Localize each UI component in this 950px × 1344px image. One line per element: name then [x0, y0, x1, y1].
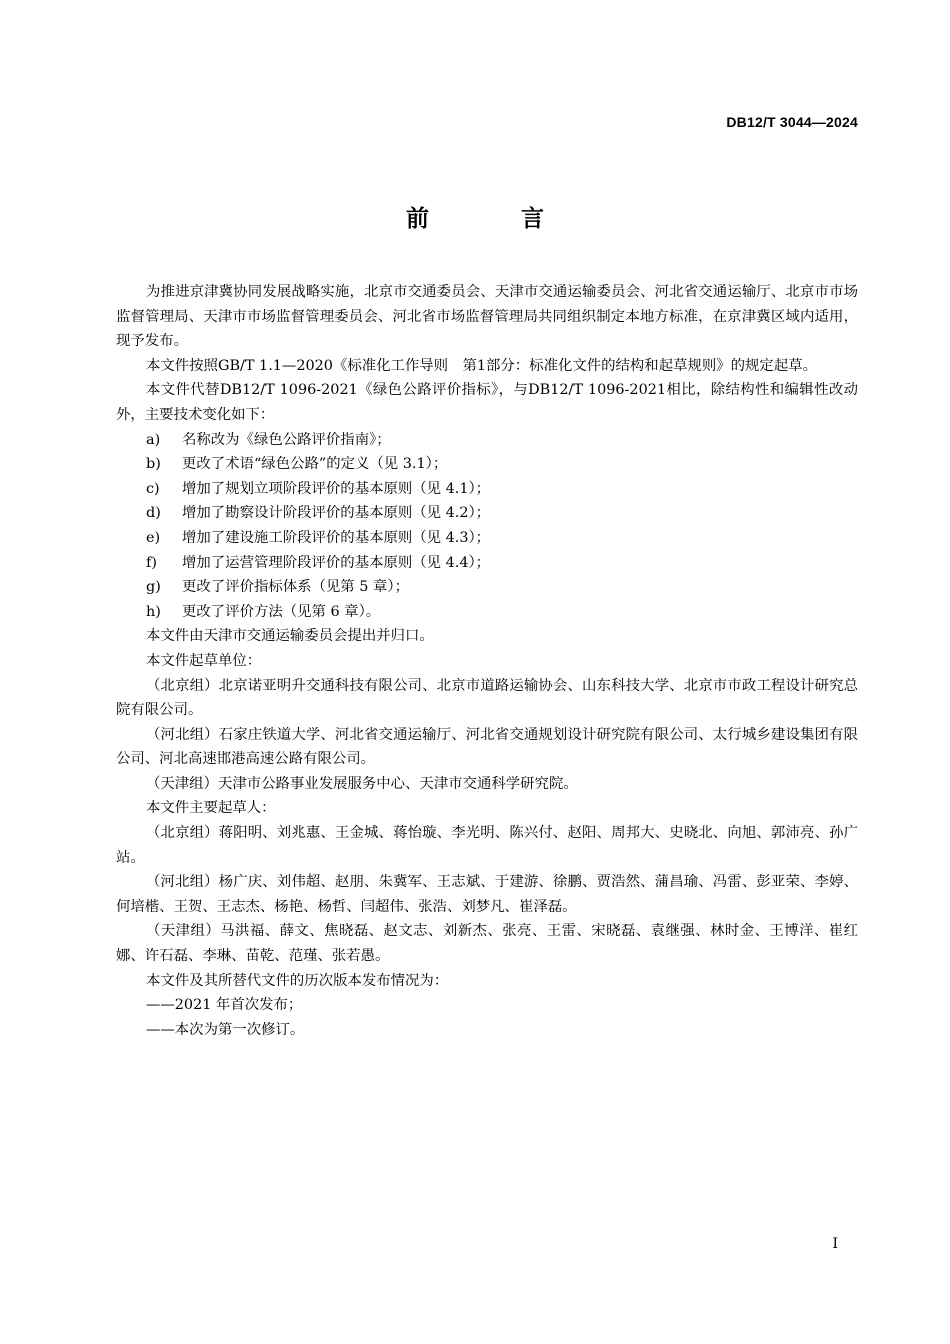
paragraph-units-beijing: （北京组）北京诺亚明升交通科技有限公司、北京市道路运输协会、山东科技大学、北京市市政工程设计研究总院有限公司。 — [116, 677, 858, 719]
paragraph-units-heading: 本文件起草单位： — [146, 652, 262, 669]
paragraph-history-current: ——本次为第一次修订。 — [146, 1021, 305, 1038]
list-text: 增加了运营管理阶段评价的基本原则（见 4.4）； — [182, 554, 491, 571]
paragraph-drafters-hebei: （河北组）杨广庆、刘伟超、赵朋、朱冀军、王志斌、于建游、徐鹏、贾浩然、蒲昌瑜、冯雷、彭亚荣、李婷、何培楷、王贺、王志杰、杨艳、杨哲、闫超伟、张浩、刘梦凡、崔泽磊。 — [116, 874, 858, 915]
paragraph-units-hebei: （河北组）石家庄铁道大学、河北省交通运输厅、河北省交通规划设计研究院有限公司、太行城乡建设集团有限公司、河北高速邯港高速公路有限公司。 — [116, 726, 858, 768]
list-marker: h) — [146, 603, 161, 620]
paragraph-proposer: 本文件由天津市交通运输委员会提出并归口。 — [146, 628, 434, 645]
foreword-body — [116, 280, 858, 1042]
paragraph-history-heading: 本文件及其所替代文件的历次版本发布情况为： — [146, 972, 449, 989]
paragraph-drafters-heading: 本文件主要起草人： — [146, 800, 276, 817]
list-text: 增加了勘察设计阶段评价的基本原则（见 4.2）； — [182, 505, 491, 522]
list-text: 更改了评价指标体系（见第 5 章）； — [182, 579, 409, 596]
change-item-f — [116, 551, 858, 576]
change-item-g — [116, 575, 858, 600]
list-text: 增加了建设施工阶段评价的基本原则（见 4.3）； — [182, 529, 491, 546]
list-marker: f) — [146, 554, 157, 571]
list-marker: a) — [146, 431, 161, 448]
change-item-a — [116, 428, 858, 453]
document-code: DB12/T 3044—2024 — [726, 114, 858, 130]
list-text: 更改了术语“绿色公路”的定义（见 3.1）； — [182, 456, 448, 473]
change-item-b — [116, 452, 858, 477]
list-marker: c) — [146, 480, 160, 497]
paragraph-history-2021: ——2021 年首次发布； — [146, 997, 303, 1014]
list-marker: b) — [146, 456, 161, 473]
paragraph-drafting-rules: 本文件按照GB/T 1.1—2020《标准化工作导则 第1部分：标准化文件的结构和起草规则》的规定起草。 — [146, 357, 817, 374]
paragraph-units-tianjin: （天津组）天津市公路事业发展服务中心、天津市交通科学研究院。 — [146, 775, 578, 792]
list-marker: d) — [146, 505, 161, 522]
list-text: 名称改为《绿色公路评价指南》； — [182, 431, 391, 448]
list-marker: g) — [146, 579, 161, 596]
list-marker: e) — [146, 529, 161, 546]
paragraph-drafters-beijing: （北京组）蒋阳明、刘兆惠、王金城、蒋怡璇、李光明、陈兴付、赵阳、周邦大、史晓北、向旭、郭沛亮、孙广站。 — [116, 825, 858, 866]
paragraph-purpose: 为推进京津冀协同发展战略实施，北京市交通委员会、天津市交通运输委员会、河北省交通运输厅、北京市市场监督管理局、天津市市场监督管理委员会、河北省市场监督管理局共同组织制定本地方标准，在京津冀区域内适用，现予发布。 — [116, 284, 858, 350]
list-text: 更改了评价方法（见第 6 章）。 — [182, 603, 381, 620]
change-item-c — [116, 477, 858, 502]
change-item-h — [116, 600, 858, 625]
list-text: 增加了规划立项阶段评价的基本原则（见 4.1）； — [182, 480, 491, 497]
change-item-d — [116, 501, 858, 526]
change-item-e — [116, 526, 858, 551]
page-title: 前 言 — [405, 206, 586, 232]
paragraph-replacement: 本文件代替DB12/T 1096-2021《绿色公路评价指标》，与DB12/T 1096-2021相比，除结构性和编辑性改动外，主要技术变化如下： — [116, 382, 858, 423]
paragraph-drafters-tianjin: （天津组）马洪福、薛文、焦晓磊、赵文志、刘新杰、张亮、王雷、宋晓磊、袁继强、林时金、王博洋、崔红娜、许石磊、李琳、苗乾、范瑾、张若愚。 — [116, 923, 858, 965]
page-number: I — [832, 1236, 838, 1252]
